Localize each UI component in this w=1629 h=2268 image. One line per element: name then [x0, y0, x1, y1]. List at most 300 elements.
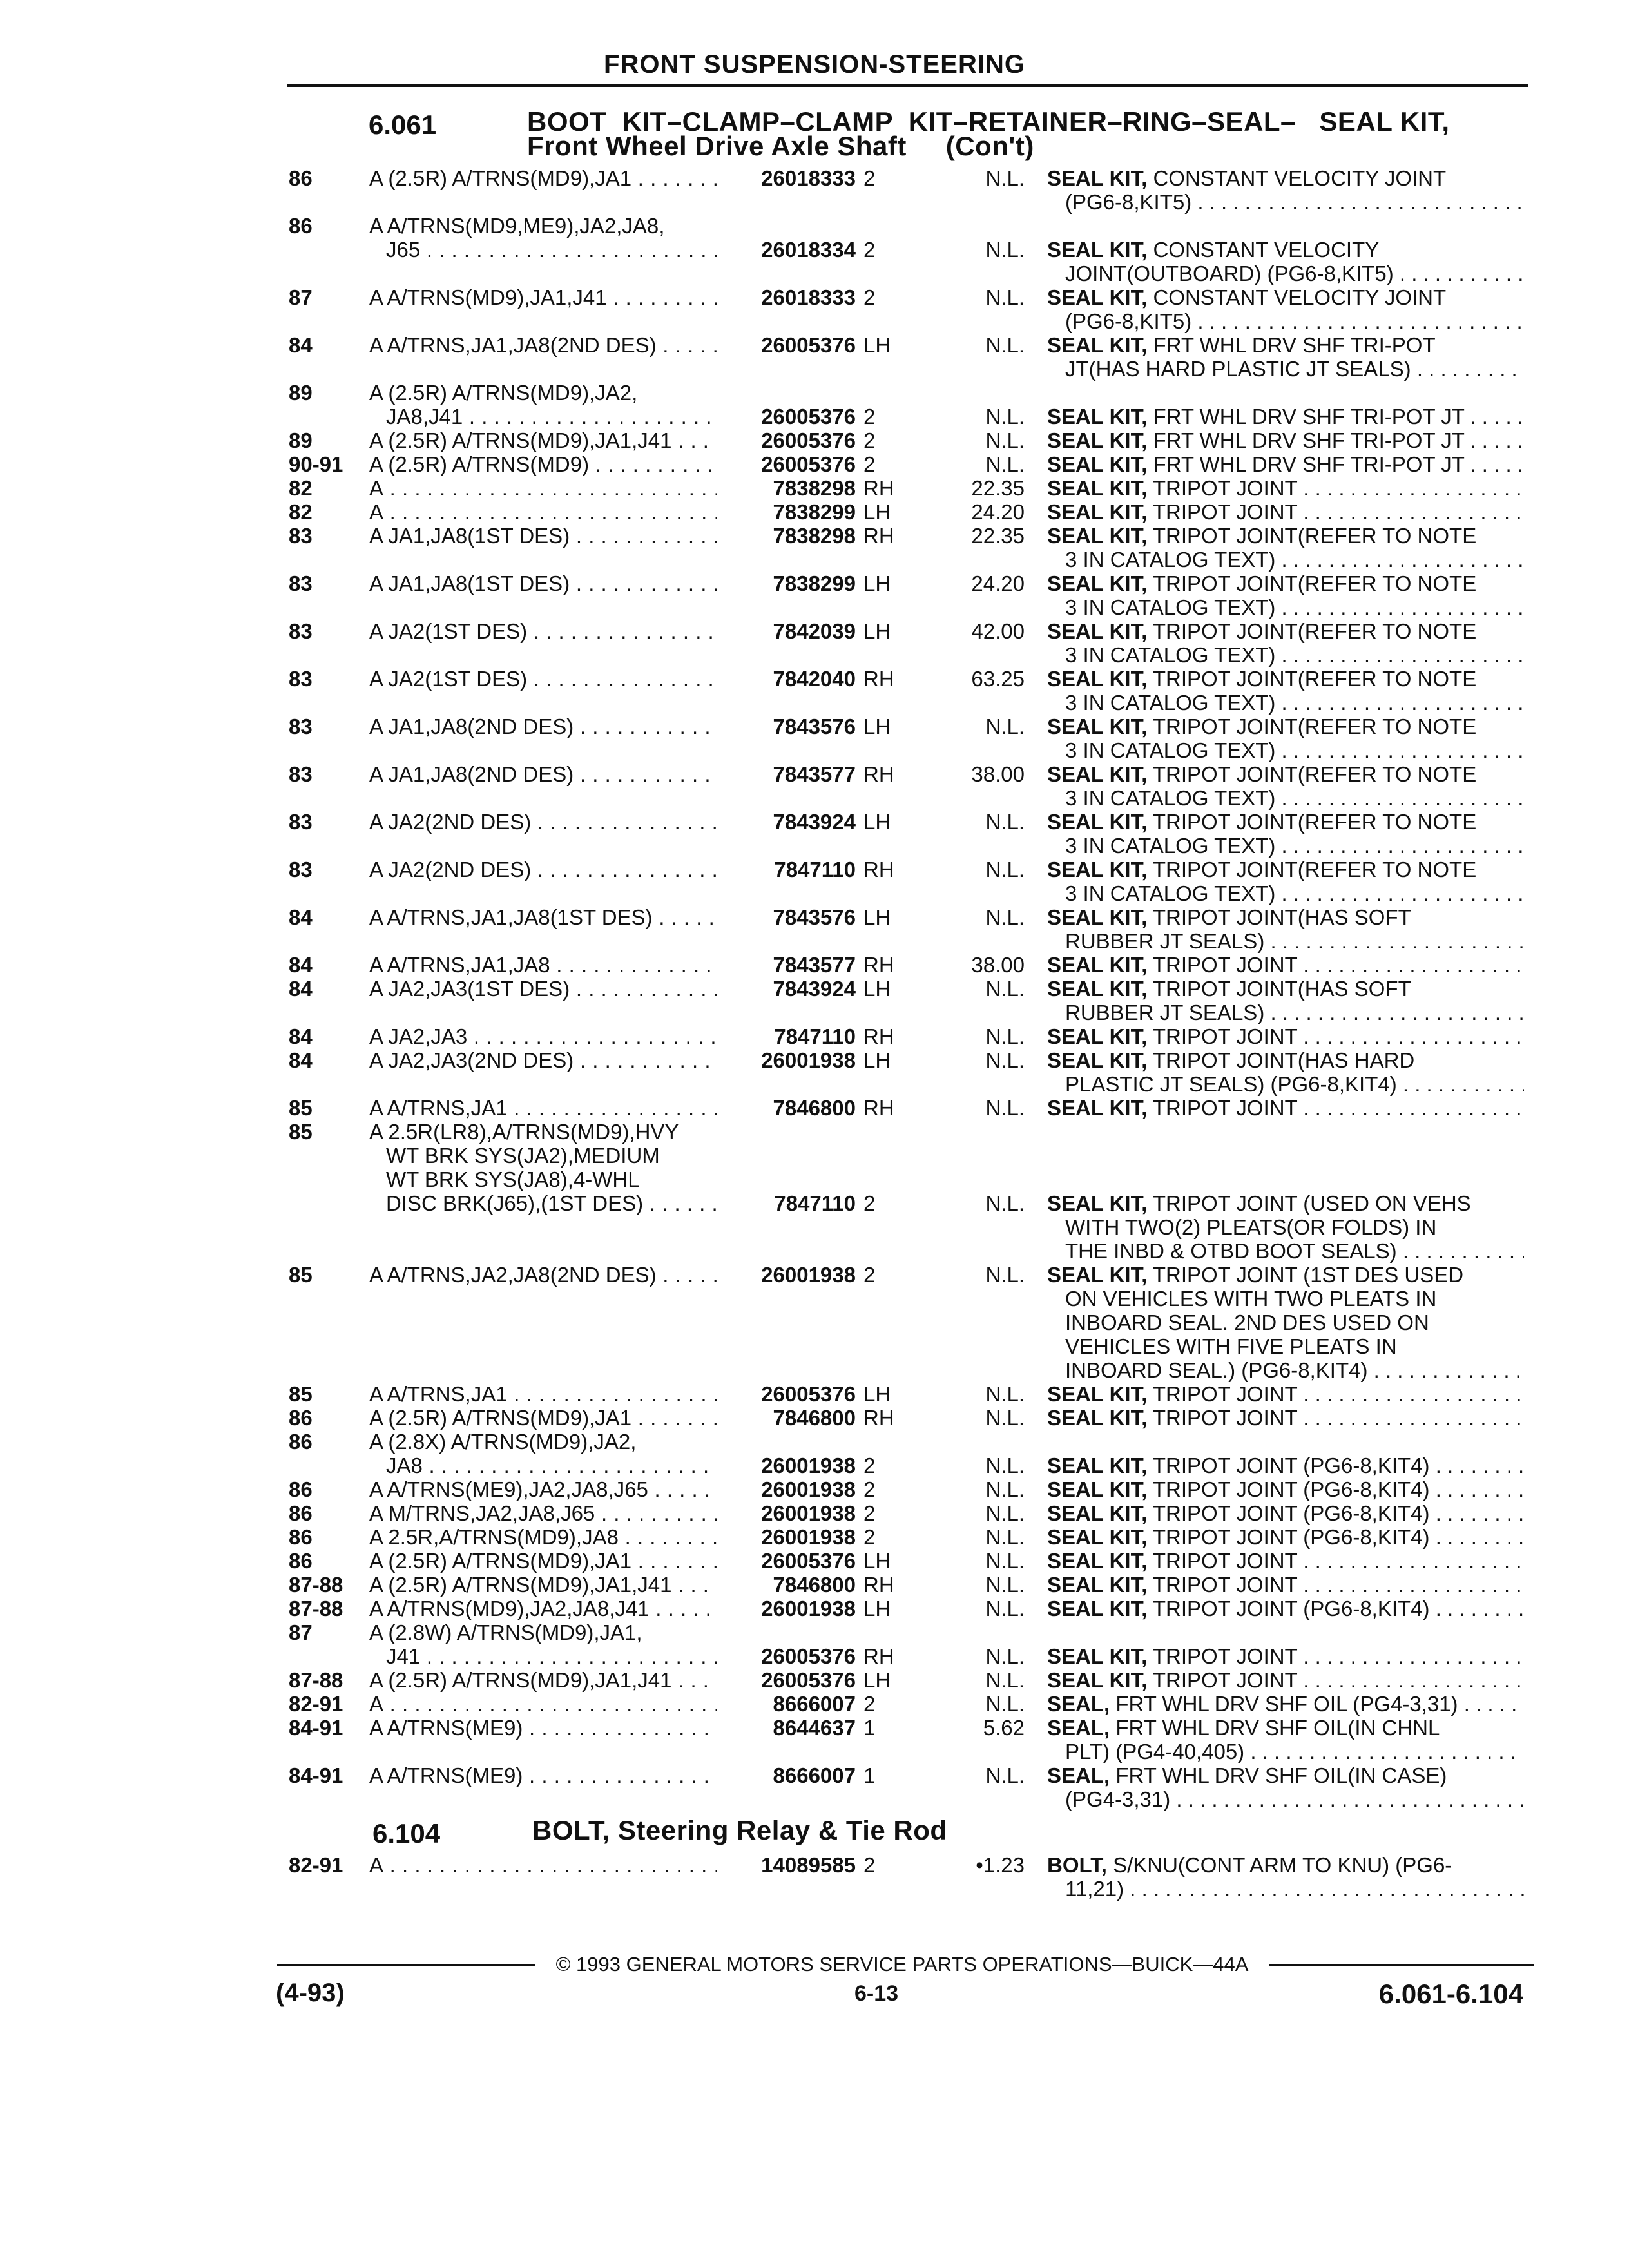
row-line [0, 1853, 1629, 1877]
part-name: SEAL KIT, [1047, 333, 1148, 357]
table-row [0, 619, 1629, 667]
description [1047, 548, 1524, 572]
row-line [0, 405, 1629, 428]
description [1047, 1001, 1524, 1024]
price: N.L. [985, 1048, 1025, 1072]
description [1047, 1334, 1524, 1358]
table-row [0, 572, 1629, 619]
row-line [0, 1168, 1629, 1191]
part-number: 7843924 [773, 977, 856, 1001]
quantity: LH [863, 1597, 891, 1620]
application: A A/TRNS(ME9) . . . [369, 1763, 717, 1787]
description-text: TRIPOT JOINT [1152, 500, 1298, 524]
description-text: TRIPOT JOINT [1152, 1024, 1298, 1048]
row-line [0, 977, 1629, 1001]
description-text: TRIPOT JOINT [1152, 476, 1298, 500]
row-line [0, 1430, 1629, 1454]
description-text: FRT WHL DRV SHF TRI-POT JT [1153, 428, 1465, 452]
ref-number: 86 [289, 1501, 313, 1525]
description [1047, 905, 1524, 929]
application: A A/TRNS(ME9),JA2,JA8,J65 . . . [369, 1477, 717, 1501]
table-row [0, 1853, 1629, 1901]
description-text: FRT WHL DRV SHF OIL(IN CASE) [1115, 1763, 1447, 1787]
part-name: SEAL KIT, [1047, 1048, 1148, 1072]
table-row [0, 1048, 1629, 1096]
table-row [0, 452, 1629, 476]
description [1047, 1501, 1524, 1525]
part-name: SEAL KIT, [1047, 572, 1148, 595]
quantity: 2 [863, 1191, 876, 1215]
page-number: 6-13 [854, 1981, 899, 2006]
quantity: RH [863, 762, 894, 786]
table-row [0, 715, 1629, 762]
row-line [0, 1024, 1629, 1048]
description [1047, 333, 1524, 357]
part-name: SEAL KIT, [1047, 452, 1148, 476]
description [1047, 643, 1524, 667]
table-row [0, 858, 1629, 905]
part-name: SEAL KIT, [1047, 1549, 1148, 1573]
description [1047, 476, 1524, 500]
application: A JA1,JA8(1ST DES) . . . [369, 524, 717, 548]
part-name: SEAL KIT, [1047, 500, 1148, 524]
description [1047, 1716, 1524, 1740]
price: N.L. [985, 1597, 1025, 1620]
part-name: SEAL KIT, [1047, 858, 1148, 881]
row-line [0, 1501, 1629, 1525]
description-text: JT(HAS HARD PLASTIC JT SEALS) [1065, 357, 1411, 381]
row-line [0, 1358, 1629, 1382]
ref-number: 83 [289, 762, 313, 786]
part-name: SEAL KIT, [1047, 1573, 1148, 1597]
description-text: TRIPOT JOINT(REFER TO NOTE [1152, 715, 1477, 738]
description-text: 3 IN CATALOG TEXT) [1065, 738, 1276, 762]
price: N.L. [985, 1525, 1025, 1549]
quantity: RH [863, 1644, 894, 1668]
ref-number: 90-91 [289, 452, 343, 476]
ref-number: 84-91 [289, 1763, 343, 1787]
description [1047, 786, 1524, 810]
description [1047, 1549, 1524, 1573]
description [1047, 738, 1524, 762]
row-line [0, 1477, 1629, 1501]
description-text: FRT WHL DRV SHF TRI-POT JT [1153, 452, 1465, 476]
row-line [0, 715, 1629, 738]
quantity: 2 [863, 405, 876, 428]
application: A A/TRNS(MD9),JA1,J41 . . . [369, 285, 717, 309]
part-number: 7843577 [773, 762, 856, 786]
application: A (2.8X) A/TRNS(MD9),JA2, [369, 1430, 637, 1454]
description-text: TRIPOT JOINT [1152, 1096, 1298, 1120]
row-line [0, 1215, 1629, 1239]
part-name: SEAL KIT, [1047, 238, 1148, 262]
header-rule [287, 84, 1528, 87]
price: N.L. [985, 1263, 1025, 1287]
description-text: TRIPOT JOINT(REFER TO NOTE [1152, 858, 1477, 881]
description [1047, 691, 1524, 715]
description [1047, 1525, 1524, 1549]
quantity: LH [863, 619, 891, 643]
ref-number: 86 [289, 1549, 313, 1573]
row-line [0, 881, 1629, 905]
part-name: SEAL, [1047, 1692, 1110, 1716]
ref-number: 87-88 [289, 1573, 343, 1597]
price: N.L. [985, 285, 1025, 309]
table-row [0, 500, 1629, 524]
quantity: RH [863, 1573, 894, 1597]
ref-number: 83 [289, 858, 313, 881]
quantity: LH [863, 500, 891, 524]
description-text: JOINT(OUTBOARD) (PG6-8,KIT5) [1065, 262, 1394, 285]
description [1047, 953, 1524, 977]
application: A A/TRNS,JA1 . . . [369, 1382, 717, 1406]
quantity: 2 [863, 1525, 876, 1549]
application: A A/TRNS,JA1,JA8(2ND DES) . . . [369, 333, 717, 357]
part-name: SEAL KIT, [1047, 953, 1148, 977]
description [1047, 572, 1524, 595]
row-line [0, 1001, 1629, 1024]
row-line [0, 643, 1629, 667]
price: N.L. [985, 1549, 1025, 1573]
description-text: TRIPOT JOINT(REFER TO NOTE [1152, 810, 1477, 834]
section-title-line: Front Wheel Drive Axle Shaft (Con't) [527, 131, 1034, 161]
description-text: 3 IN CATALOG TEXT) [1065, 643, 1276, 667]
price: N.L. [985, 858, 1025, 881]
section-title-line: BOLT, Steering Relay & Tie Rod [532, 1815, 947, 1845]
row-line [0, 1597, 1629, 1620]
description [1047, 1072, 1524, 1096]
description-text: TRIPOT JOINT(REFER TO NOTE [1152, 619, 1477, 643]
row-line [0, 1668, 1629, 1692]
table-row [0, 428, 1629, 452]
row-line [0, 1263, 1629, 1287]
price: N.L. [985, 810, 1025, 834]
description-text: VEHICLES WITH FIVE PLEATS IN [1065, 1334, 1397, 1358]
table-row [0, 333, 1629, 381]
part-number: 26005376 [761, 452, 856, 476]
row-line [0, 262, 1629, 285]
description-text: TRIPOT JOINT(REFER TO NOTE [1152, 524, 1477, 548]
row-line [0, 1072, 1629, 1096]
description [1047, 834, 1524, 858]
row-line [0, 786, 1629, 810]
quantity: 2 [863, 428, 876, 452]
description [1047, 1597, 1524, 1620]
application: J41 . . . [369, 1644, 717, 1668]
description [1047, 715, 1524, 738]
application: WT BRK SYS(JA2),MEDIUM [386, 1144, 660, 1168]
application: A . . . [369, 1692, 717, 1716]
description-text: TRIPOT JOINT (PG6-8,KIT4) [1152, 1525, 1430, 1549]
description-text: (PG6-8,KIT5) [1065, 309, 1192, 333]
description-text: 11,21) [1065, 1877, 1124, 1901]
table-row [0, 1024, 1629, 1048]
table-row [0, 1477, 1629, 1501]
ref-number: 85 [289, 1096, 313, 1120]
price: N.L. [985, 1024, 1025, 1048]
application: JA8,J41 . . . [369, 405, 717, 428]
application: J65 . . . [369, 238, 717, 262]
quantity: LH [863, 810, 891, 834]
description [1047, 1477, 1524, 1501]
price: •1.23 [976, 1853, 1025, 1877]
description [1047, 929, 1524, 953]
part-number: 26001938 [761, 1525, 856, 1549]
quantity: LH [863, 905, 891, 929]
quantity: 1 [863, 1716, 876, 1740]
ref-number: 83 [289, 572, 313, 595]
part-number: 26001938 [761, 1501, 856, 1525]
description [1047, 1191, 1524, 1215]
description [1047, 166, 1524, 190]
quantity: LH [863, 715, 891, 738]
ref-number: 82-91 [289, 1853, 343, 1877]
part-number: 7843576 [773, 715, 856, 738]
ref-number: 89 [289, 381, 313, 405]
description-text: TRIPOT JOINT (PG6-8,KIT4) [1152, 1477, 1430, 1501]
row-line [0, 1239, 1629, 1263]
quantity: 2 [863, 452, 876, 476]
part-name: SEAL KIT, [1047, 1477, 1148, 1501]
row-line [0, 1382, 1629, 1406]
description-text: (PG6-8,KIT5) [1065, 190, 1192, 214]
description [1047, 452, 1524, 476]
application: A (2.8W) A/TRNS(MD9),JA1, [369, 1620, 642, 1644]
description [1047, 762, 1524, 786]
table-row [0, 1501, 1629, 1525]
row-line [0, 738, 1629, 762]
quantity: RH [863, 858, 894, 881]
quantity: LH [863, 1668, 891, 1692]
description-text: WITH TWO(2) PLEATS(OR FOLDS) IN [1065, 1215, 1437, 1239]
section-range: 6.061-6.104 [1378, 1979, 1523, 2009]
row-line [0, 762, 1629, 786]
table-row [0, 1263, 1629, 1382]
table-row [0, 667, 1629, 715]
quantity: RH [863, 1406, 894, 1430]
application: A A/TRNS,JA1 . . . [369, 1096, 717, 1120]
part-number: 26018333 [761, 285, 856, 309]
description-text: ON VEHICLES WITH TWO PLEATS IN [1065, 1287, 1437, 1311]
part-number: 7843924 [773, 810, 856, 834]
description [1047, 1454, 1524, 1477]
application: A JA2(1ST DES) . . . [369, 619, 717, 643]
description [1047, 1358, 1524, 1382]
part-name: SEAL KIT, [1047, 405, 1148, 428]
description-text: 3 IN CATALOG TEXT) [1065, 691, 1276, 715]
part-name: SEAL KIT, [1047, 1263, 1148, 1287]
price: N.L. [985, 715, 1025, 738]
table-row [0, 166, 1629, 214]
price: 22.35 [971, 476, 1025, 500]
description-text: TRIPOT JOINT(REFER TO NOTE [1152, 762, 1477, 786]
quantity: 2 [863, 166, 876, 190]
row-line [0, 1692, 1629, 1716]
part-name: SEAL KIT, [1047, 524, 1148, 548]
application: A (2.5R) A/TRNS(MD9),JA2, [369, 381, 638, 405]
row-line [0, 1406, 1629, 1430]
description [1047, 1573, 1524, 1597]
ref-number: 86 [289, 1406, 313, 1430]
part-name: SEAL KIT, [1047, 1382, 1148, 1406]
part-number: 26005376 [761, 1549, 856, 1573]
application: A JA2,JA3 . . . [369, 1024, 717, 1048]
description [1047, 357, 1524, 381]
description [1047, 285, 1524, 309]
description [1047, 1692, 1524, 1716]
description-text: TRIPOT JOINT [1152, 1573, 1298, 1597]
application: A A/TRNS,JA2,JA8(2ND DES) . . . [369, 1263, 717, 1287]
ref-number: 82 [289, 476, 313, 500]
table-row [0, 905, 1629, 953]
row-line [0, 1048, 1629, 1072]
part-name: SEAL KIT, [1047, 977, 1148, 1001]
ref-number: 84 [289, 333, 313, 357]
description-text: TRIPOT JOINT (PG6-8,KIT4) [1152, 1454, 1430, 1477]
description-text: TRIPOT JOINT(HAS SOFT [1152, 977, 1411, 1001]
row-line [0, 1191, 1629, 1215]
ref-number: 83 [289, 619, 313, 643]
application: A (2.5R) A/TRNS(MD9),JA1,J41 . . . [369, 1573, 717, 1597]
price: N.L. [985, 1763, 1025, 1787]
table-row [0, 1549, 1629, 1573]
description [1047, 1311, 1524, 1334]
part-number: 7838299 [773, 500, 856, 524]
price: N.L. [985, 1477, 1025, 1501]
application: A . . . [369, 1853, 717, 1877]
description-text: 3 IN CATALOG TEXT) [1065, 548, 1276, 572]
price: N.L. [985, 1382, 1025, 1406]
application: A A/TRNS(ME9) . . . [369, 1716, 717, 1740]
price: N.L. [985, 1406, 1025, 1430]
price: 5.62 [983, 1716, 1025, 1740]
part-name: SEAL KIT, [1047, 428, 1148, 452]
description-text: TRIPOT JOINT (PG6-8,KIT4) [1152, 1501, 1430, 1525]
part-name: SEAL KIT, [1047, 1597, 1148, 1620]
part-number: 26001938 [761, 1597, 856, 1620]
row-line [0, 333, 1629, 357]
price: N.L. [985, 1644, 1025, 1668]
application: WT BRK SYS(JA8),4-WHL [386, 1168, 640, 1191]
row-line [0, 548, 1629, 572]
part-name: SEAL KIT, [1047, 1644, 1148, 1668]
row-line [0, 309, 1629, 333]
description-text: TRIPOT JOINT [1152, 953, 1298, 977]
row-line [0, 428, 1629, 452]
part-name: SEAL KIT, [1047, 1454, 1148, 1477]
quantity: 2 [863, 1477, 876, 1501]
description-text: FRT WHL DRV SHF OIL (PG4-3,31) [1115, 1692, 1458, 1716]
part-number: 8666007 [773, 1763, 856, 1787]
price: 24.20 [971, 572, 1025, 595]
quantity: 2 [863, 1454, 876, 1477]
description-text: TRIPOT JOINT (USED ON VEHS [1152, 1191, 1471, 1215]
table-row [0, 1525, 1629, 1549]
description [1047, 810, 1524, 834]
description [1047, 1215, 1524, 1239]
description-text: INBOARD SEAL. 2ND DES USED ON [1065, 1311, 1429, 1334]
ref-number: 83 [289, 667, 313, 691]
row-line [0, 1120, 1629, 1144]
quantity: RH [863, 524, 894, 548]
row-line [0, 1763, 1629, 1787]
price: 24.20 [971, 500, 1025, 524]
part-number: 26005376 [761, 1644, 856, 1668]
part-name: SEAL KIT, [1047, 715, 1148, 738]
ref-number: 82 [289, 500, 313, 524]
running-header: FRONT SUSPENSION-STEERING [604, 50, 1025, 79]
part-number: 26001938 [761, 1454, 856, 1477]
description [1047, 1024, 1524, 1048]
application: A 2.5R(LR8),A/TRNS(MD9),HVY [369, 1120, 679, 1144]
price: N.L. [985, 977, 1025, 1001]
part-name: SEAL KIT, [1047, 619, 1148, 643]
description [1047, 977, 1524, 1001]
description-text: TRIPOT JOINT(HAS SOFT [1152, 905, 1411, 929]
description-text: TRIPOT JOINT [1152, 1644, 1298, 1668]
application: A (2.5R) A/TRNS(MD9),JA1,J41 . . . [369, 428, 717, 452]
copyright-line: © 1993 GENERAL MOTORS SERVICE PARTS OPERATIONS—BUICK—44A [555, 1953, 1249, 1975]
description [1047, 1740, 1524, 1763]
description-text: 3 IN CATALOG TEXT) [1065, 786, 1276, 810]
application: A (2.5R) A/TRNS(MD9),JA1 . . . [369, 1549, 717, 1573]
row-line [0, 524, 1629, 548]
ref-number: 87 [289, 1620, 313, 1644]
table-row [0, 1382, 1629, 1406]
row-line [0, 1573, 1629, 1597]
description [1047, 1787, 1524, 1811]
row-line [0, 381, 1629, 405]
quantity: LH [863, 1048, 891, 1072]
description [1047, 190, 1524, 214]
description [1047, 428, 1524, 452]
price: 38.00 [971, 953, 1025, 977]
application: A JA2(2ND DES) . . . [369, 858, 717, 881]
ref-number: 86 [289, 1477, 313, 1501]
part-number: 14089585 [761, 1853, 856, 1877]
row-line [0, 1740, 1629, 1763]
quantity: LH [863, 1549, 891, 1573]
footer-rule [1269, 1964, 1534, 1966]
revision-date: (4-93) [276, 1979, 345, 2007]
application: DISC BRK(J65),(1ST DES) . . . [369, 1191, 717, 1215]
part-name: SEAL KIT, [1047, 1024, 1148, 1048]
description-text: FRT WHL DRV SHF OIL(IN CHNL [1115, 1716, 1440, 1740]
application: A (2.5R) A/TRNS(MD9) . . . [369, 452, 717, 476]
part-number: 26005376 [761, 333, 856, 357]
description [1047, 405, 1524, 428]
price: N.L. [985, 905, 1025, 929]
description [1047, 858, 1524, 881]
quantity: RH [863, 1024, 894, 1048]
description-text: TRIPOT JOINT [1152, 1382, 1298, 1406]
row-line [0, 572, 1629, 595]
row-line [0, 858, 1629, 881]
part-number: 7847110 [774, 1191, 856, 1215]
price: 63.25 [971, 667, 1025, 691]
price: N.L. [985, 238, 1025, 262]
application: A JA1,JA8(1ST DES) . . . [369, 572, 717, 595]
part-name: SEAL KIT, [1047, 285, 1148, 309]
description [1047, 238, 1524, 262]
quantity: 2 [863, 1692, 876, 1716]
price: N.L. [985, 1454, 1025, 1477]
row-line [0, 929, 1629, 953]
ref-number: 82-91 [289, 1692, 343, 1716]
table-row [0, 1763, 1629, 1811]
part-number: 7842040 [773, 667, 856, 691]
ref-number: 87-88 [289, 1668, 343, 1692]
